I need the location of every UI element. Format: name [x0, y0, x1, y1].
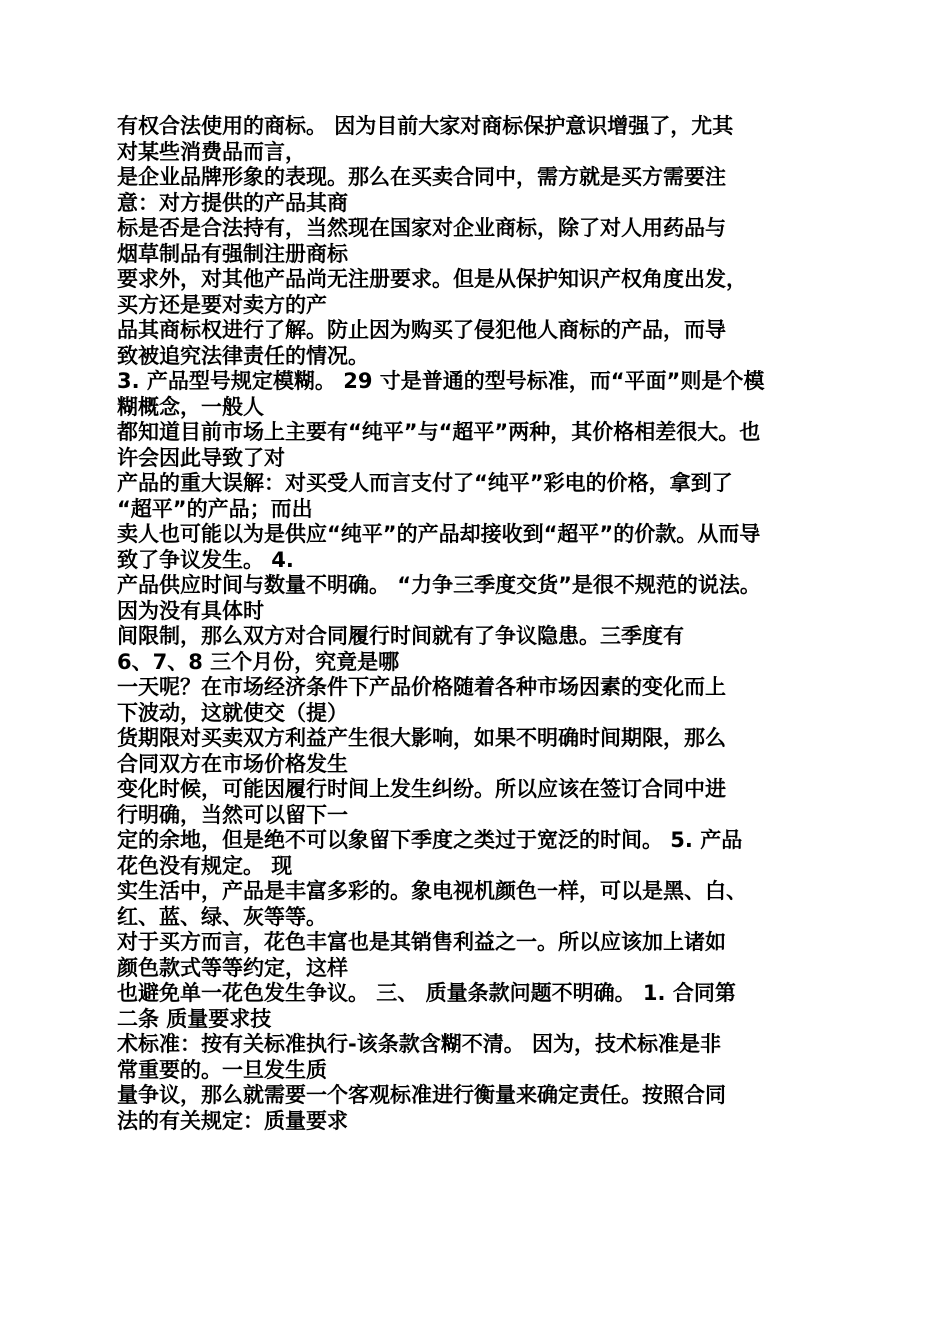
text-line: 定的余地，但是绝不可以象留下季度之类过于宽泛的时间。 5. 产品 — [117, 828, 743, 852]
text-line: 都知道目前市场上主要有“纯平”与“超平”两种，其价格相差很大。也 — [117, 420, 761, 444]
text-line: 致被追究法律责任的情况。 — [117, 343, 369, 368]
text-line: 量争议，那么就需要一个客观标准进行衡量来确定责任。按照合同 — [117, 1083, 726, 1107]
document-body — [117, 114, 839, 1134]
text-line: 术标准：按有关标准执行-该条款含糊不清。 因为，技术标准是非 — [117, 1032, 722, 1056]
text-line: 货期限对买卖双方利益产生很大影响，如果不明确时间期限，那么 — [117, 726, 726, 750]
text-line: “超平”的产品；而出 — [117, 496, 313, 521]
text-line: 常重要的。一旦发生质 — [117, 1057, 327, 1082]
text-line: 致了争议发生。 4. — [117, 547, 294, 572]
text-line: 花色没有规定。 现 — [117, 853, 293, 878]
text-line: 许会因此导致了对 — [117, 445, 285, 470]
text-line: 品其商标权进行了解。防止因为购买了侵犯他人商标的产品，而导 — [117, 318, 726, 342]
text-line: 要求外，对其他产品尚无注册要求。但是从保护知识产权角度出发， — [117, 267, 747, 291]
text-line: 变化时候，可能因履行时间上发生纠纷。所以应该在签订合同中进 — [117, 777, 726, 801]
text-line: 买方还是要对卖方的产 — [117, 292, 327, 317]
text-line: 意：对方提供的产品其商 — [117, 190, 348, 215]
text-line: 一天呢？在市场经济条件下产品价格随着各种市场因素的变化而上 — [117, 675, 726, 699]
text-line: 间限制，那么双方对合同履行时间就有了争议隐患。三季度有 — [117, 624, 684, 648]
text-line: 下波动，这就使交（提） — [117, 700, 348, 725]
text-line: 因为没有具体时 — [117, 598, 264, 623]
text-line: 糊概念，一般人 — [117, 394, 264, 419]
text-line: 6、7、8 三个月份，究竟是哪 — [117, 649, 400, 674]
text-line: 颜色款式等等约定，这样 — [117, 955, 348, 980]
text-line: 标是否是合法持有，当然现在国家对企业商标，除了对人用药品与 — [117, 216, 726, 240]
text-line: 卖人也可能以为是供应“纯平”的产品却接收到“超平”的价款。从而导 — [117, 522, 761, 546]
text-line: 法的有关规定：质量要求 — [117, 1108, 348, 1133]
text-line: 红、蓝、绿、灰等等。 — [117, 904, 327, 929]
text-line: 对于买方而言，花色丰富也是其销售利益之一。所以应该加上诸如 — [117, 930, 726, 954]
text-line: 行明确，当然可以留下一 — [117, 802, 348, 827]
text-line: 对某些消费品而言， — [117, 139, 306, 164]
text-line: 二条 质量要求技 — [117, 1006, 272, 1031]
text-line: 是企业品牌形象的表现。那么在买卖合同中，需方就是买方需要注 — [117, 165, 726, 189]
text-line: 实生活中，产品是丰富多彩的。象电视机颜色一样，可以是黑、白、 — [117, 879, 747, 903]
text-line: 产品供应时间与数量不明确。 “力争三季度交货”是很不规范的说法。 — [117, 573, 761, 597]
text-line: 有权合法使用的商标。 因为目前大家对商标保护意识增强了，尤其 — [117, 114, 734, 138]
text-line: 产品的重大误解：对买受人而言支付了“纯平”彩电的价格，拿到了 — [117, 471, 733, 495]
text-line: 也避免单一花色发生争议。 三、 质量条款问题不明确。 1. 合同第 — [117, 981, 736, 1005]
text-line: 合同双方在市场价格发生 — [117, 751, 348, 776]
text-line: 烟草制品有强制注册商标 — [117, 241, 348, 266]
text-line: 3. 产品型号规定模糊。 29 寸是普通的型号标准，而“平面”则是个模 — [117, 369, 765, 393]
